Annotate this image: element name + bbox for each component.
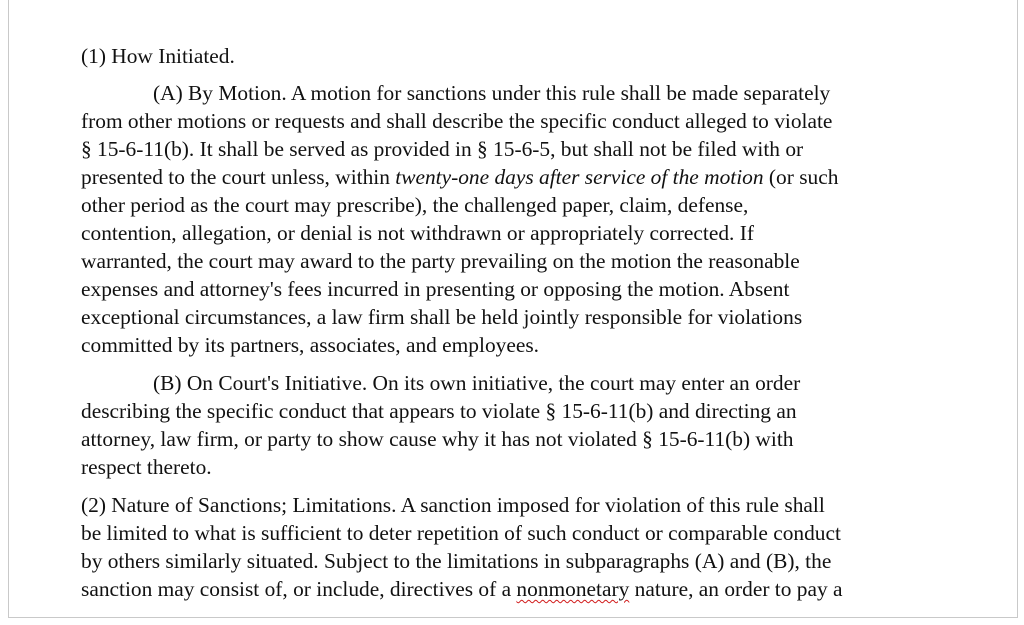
paragraph-line: (A) By Motion. A motion for sanctions under this rule shall be made separately (153, 81, 831, 105)
paragraph-line: exceptional circumstances, a law firm shall be held jointly responsible for violations (81, 305, 803, 329)
paragraph-line: respect thereto. (81, 455, 212, 479)
paragraph-line (81, 163, 961, 191)
paragraph-2-nature-of-sanctions (81, 491, 961, 603)
paragraph-line: from other motions or requests and shall describe the specific conduct alleged to violate (81, 109, 833, 133)
document-page (8, 0, 1018, 618)
paragraph-line: contention, allegation, or denial is not withdrawn or appropriately corrected. If (81, 221, 754, 245)
paragraph-line: (B) On Court's Initiative. On its own initiative, the court may enter an order (153, 371, 801, 395)
paragraph-a-by-motion (81, 79, 961, 359)
paragraph-line: attorney, law firm, or party to show cause why it has not violated § 15-6-11(b) with (81, 427, 794, 451)
italic-phrase: twenty-one days after service of the motion (395, 165, 764, 189)
paragraph-line: warranted, the court may award to the party prevailing on the motion the reasonable (81, 249, 800, 273)
line-text: presented to the court unless, within (81, 165, 396, 189)
paragraph-b-court-initiative (81, 369, 961, 481)
paragraph-line: expenses and attorney's fees incurred in presenting or opposing the motion. Absent (81, 277, 790, 301)
document-body (81, 42, 961, 603)
paragraph-line: be limited to what is sufficient to deter repetition of such conduct or comparable conduct (81, 521, 841, 545)
paragraph-line: other period as the court may prescribe), the challenged paper, claim, defense, (81, 193, 749, 217)
paragraph-line: committed by its partners, associates, and employees. (81, 333, 539, 357)
paragraph-line: (2) Nature of Sanctions; Limitations. A sanction imposed for violation of this rule shall (81, 493, 825, 517)
line-text: nature, an order to pay a (629, 577, 843, 601)
spellcheck-flagged-word[interactable]: nonmonetary (516, 577, 630, 601)
line-text: sanction may consist of, or include, directives of a (81, 577, 517, 601)
paragraph-line: § 15-6-11(b). It shall be served as provided in § 15-6-5, but shall not be filed with or (81, 137, 804, 161)
line-text: (or such (763, 165, 839, 189)
heading-how-initiated (81, 42, 961, 70)
paragraph-line (81, 575, 961, 603)
paragraph-line: describing the specific conduct that appears to violate § 15-6-11(b) and directing an (81, 399, 797, 423)
paragraph-line: by others similarly situated. Subject to the limitations in subparagraphs (A) and (B), the (81, 549, 832, 573)
heading-text: (1) How Initiated. (81, 44, 235, 68)
